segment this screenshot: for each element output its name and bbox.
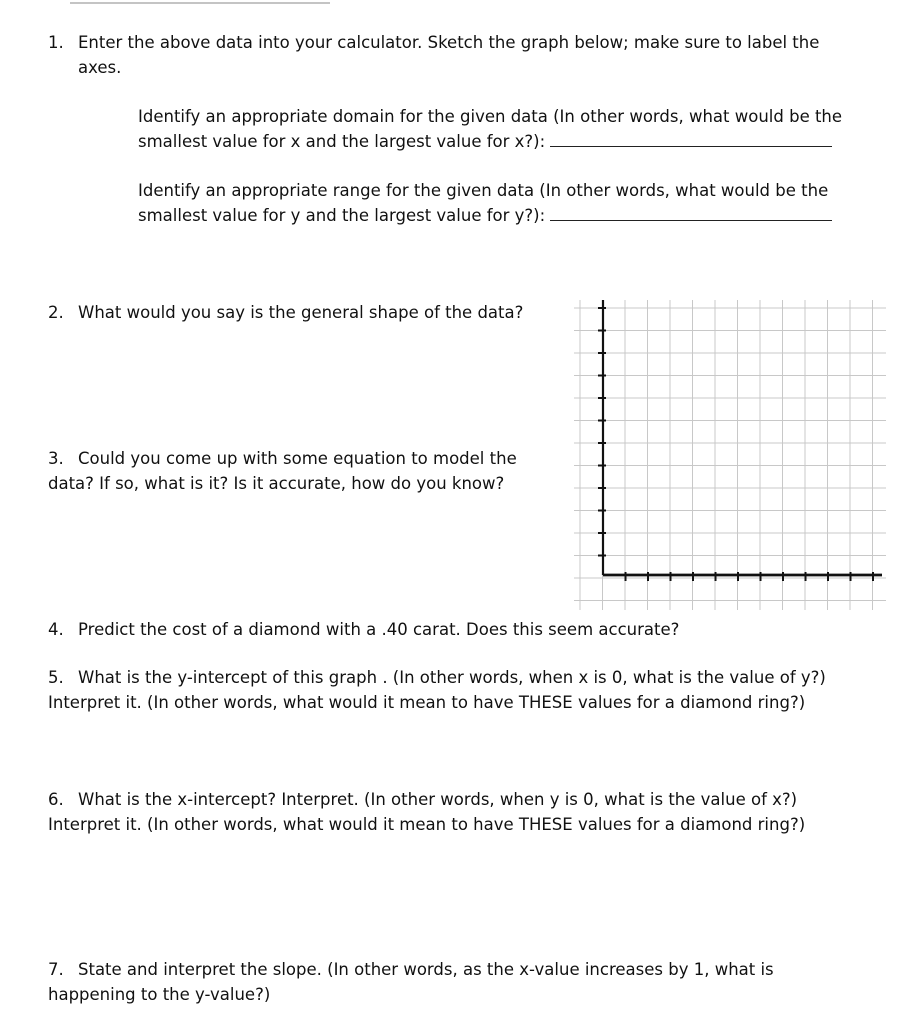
question-3-line1: Could you come up with some equation to model the [78, 449, 517, 468]
question-5-line2: Interpret it. (In other words, what would it mean to have THESE values for a diamond ring?) [48, 693, 806, 712]
question-5-number: 5. [48, 668, 64, 687]
range-answer-blank[interactable] [550, 206, 832, 221]
blank-grid-graph [570, 296, 886, 614]
question-1-line2: axes. [78, 58, 122, 77]
question-2 [48, 300, 548, 325]
domain-prompt-line2-wrap [138, 129, 878, 154]
question-2-number: 2. [48, 303, 64, 322]
domain-answer-blank[interactable] [550, 132, 832, 147]
range-prompt-line1: Identify an appropriate range for the given data (In other words, what would be the [138, 181, 829, 200]
question-3 [48, 446, 548, 496]
question-5-line1: What is the y-intercept of this graph . (In other words, when x is 0, what is the value of y?) [78, 668, 826, 687]
range-prompt-line2: smallest value for y and the largest value for y?): [138, 206, 546, 225]
question-7-line2: happening to the y-value?) [48, 985, 271, 1004]
domain-prompt-line2: smallest value for x and the largest value for x?): [138, 132, 546, 151]
range-prompt [138, 178, 878, 228]
domain-prompt [138, 104, 878, 154]
question-4 [48, 617, 868, 642]
question-1-number: 1. [48, 33, 64, 52]
question-6-line1: What is the x-intercept? Interpret. (In other words, when y is 0, what is the value of x?) [78, 790, 798, 809]
question-5 [48, 665, 888, 715]
question-7-line1: State and interpret the slope. (In other words, as the x-value increases by 1, what is [78, 960, 774, 979]
question-3-number: 3. [48, 449, 64, 468]
graph-axes [598, 300, 882, 581]
question-6-number: 6. [48, 790, 64, 809]
question-4-number: 4. [48, 620, 64, 639]
question-4-text: Predict the cost of a diamond with a .40 carat. Does this seem accurate? [78, 620, 680, 639]
grid-lines [574, 300, 886, 610]
question-6 [48, 787, 888, 837]
question-7 [48, 957, 888, 1007]
range-prompt-line2-wrap [138, 203, 878, 228]
question-1 [48, 30, 868, 80]
question-1-line1: Enter the above data into your calculator. Sketch the graph below; make sure to label the [78, 33, 820, 52]
domain-prompt-line1: Identify an appropriate domain for the given data (In other words, what would be the [138, 107, 843, 126]
cropped-top-text [70, 0, 330, 4]
question-3-line2: data? If so, what is it? Is it accurate, how do you know? [48, 474, 505, 493]
question-7-number: 7. [48, 960, 64, 979]
question-2-text: What would you say is the general shape of the data? [78, 303, 524, 322]
question-6-line2: Interpret it. (In other words, what would it mean to have THESE values for a diamond ring?) [48, 815, 806, 834]
